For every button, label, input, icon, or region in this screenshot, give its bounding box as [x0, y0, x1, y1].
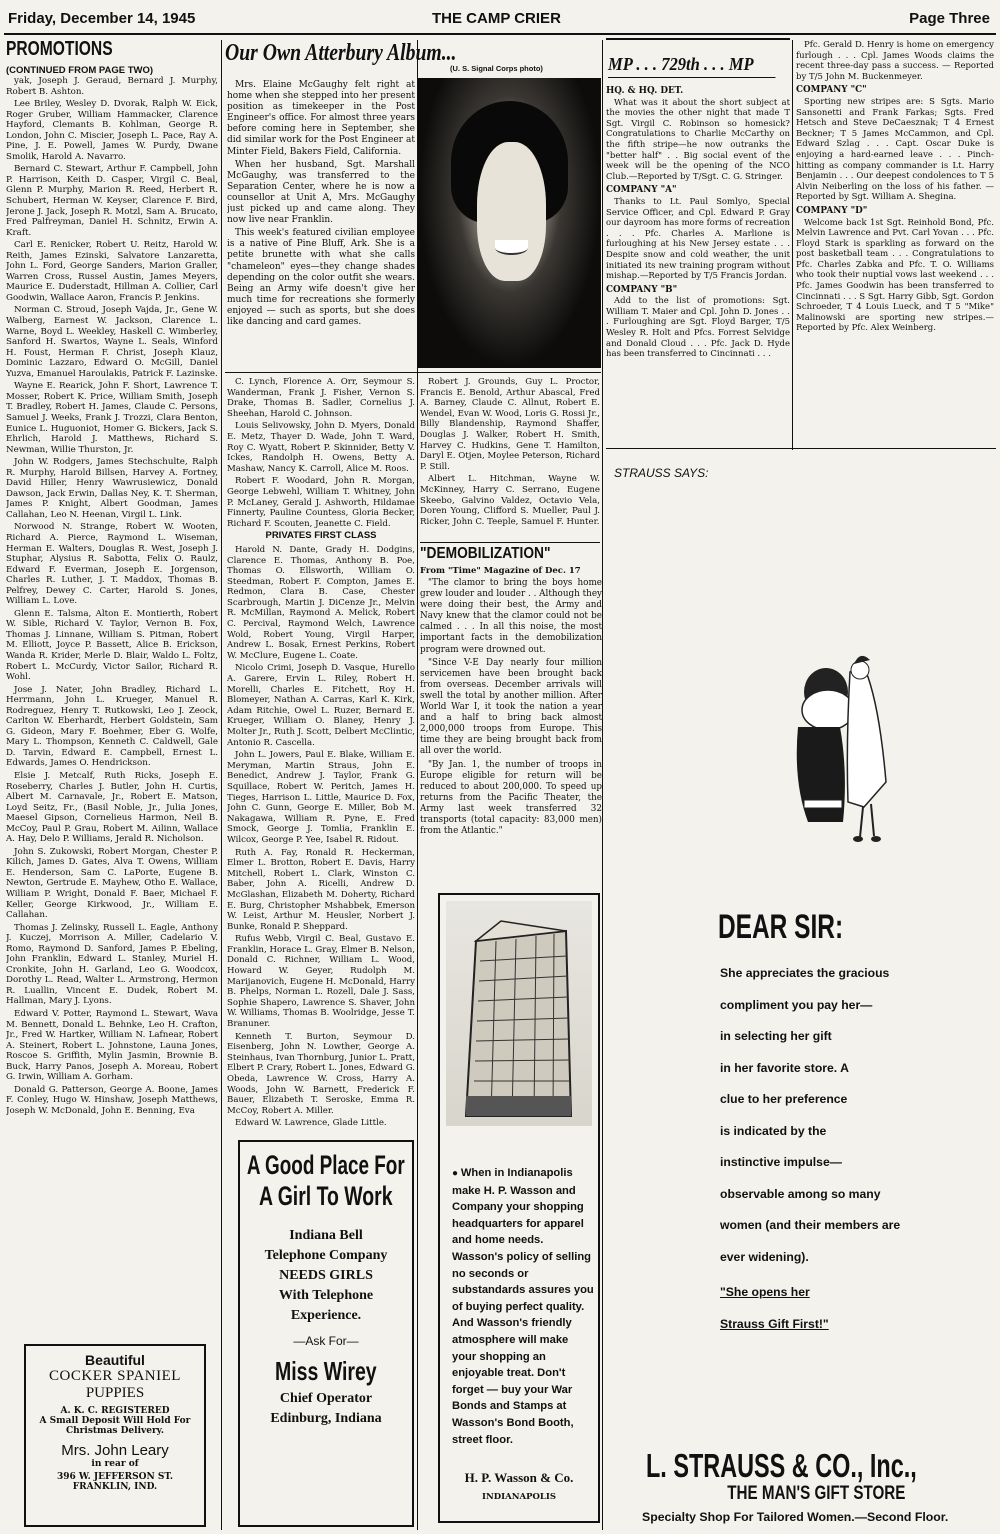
wasson-body [452, 1165, 594, 1465]
header-rule [4, 33, 996, 35]
names-paragraph: Albert L. Hitchman, Wayne W. McKinney, Harry C. Serrano, Eugene Skeebo, Galvino Valdez, Octavio Vela, Doren Young, Clifford S. Mueller, Paul J. Ricker, John C. Teeple, Samuel F. Hunter. [420, 474, 600, 527]
promotions-title: PROMOTIONS [6, 38, 113, 60]
ad-line: COCKER SPANIEL [49, 1368, 181, 1384]
section-text: Pfc. Gerald D. Henry is home on emergency furlough . . . Cpl. James Woods claims the recent three-day pass a success. — Reported by T/5 John M. Buckenmeyer. [796, 40, 994, 82]
strauss-line: Strauss Gift First!" [720, 1316, 829, 1331]
mp-title: MP . . . 729th . . . MP [608, 54, 775, 78]
promotion-paragraph: Elsie J. Metcalf, Ruth Ricks, Joseph E. Roseberry, Charles J. Butler, John H. Curtis, Albert M. Carnavale, Jr., Robert E. Matson, Loyd Seitz, Fr., (Basil Noble, Jr., Julia Jones, Maesel Gipson, Cornelieus Harmon, Neil B. McCoy, Paul P. Grau, Robert M. Ailinn, Wallace A. Hay, Delo P. Williams, Jerald R. Nicholson. [6, 771, 218, 845]
privates-continued [420, 377, 600, 547]
promotion-paragraph: Norman C. Stroud, Joseph Vajda, Jr., Gene W. Walberg, Earnest W. Jackson, Clarence L. Warne, Boyd L. Weekley, Haskell C. Wimberley, Sanford H. Swartos, Wayne L. Seals, Winford H. Foust, Herman F. Christ, Joseph Klauz, Dominic Lazzaro, Edward O. McGill, Daniel Yuzva, Emanuel Haroulakis, Patrick F. Lazinske. [6, 305, 218, 379]
strauss-line: women (and their members are [720, 1218, 901, 1232]
page-header [0, 4, 1000, 32]
album-paragraph: Mrs. Elaine McGaughy felt right at home when she stepped into her present position as timekeeper in the Post Engineer's office. For almost three years before coming here in September, she did similar work for the Post Engineer at Minter Field, Bakers Field, California. [227, 80, 415, 157]
promotion-paragraph: Bernard C. Stewart, Arthur F. Campbell, John P. Harrison, Keith D. Casper, Virgil C. Beal, Glenn P. Murphy, Marion R. Reed, Herbert R. Schubert, Herman W. Keyser, Clarence F. Bird, Jerone J. Jack, Joseph R. Motzl, Sam A. Brucato, Fred Palfreyman, Daniel H. Schnitz, Erwin A. Kraft. [6, 164, 218, 238]
pfc-paragraph: Kenneth T. Burton, Seymour D. Eisenberg, John N. Lowther, George A. Steinhaus, Ivan Thornburg, Junior L. Pratt, Elbert P. Crary, Robert L. Jones, Edward G. Obeda, Lawrence W. Cross, Harry A. Woods, John W. Barnett, Frederick F. Bauer, Elizabeth T. Seroske, Emma R. McCoy, Robert A. Miller. [227, 1031, 415, 1116]
newspaper-name: THE CAMP CRIER [432, 10, 561, 27]
promotion-paragraph: Donald G. Patterson, George A. Boone, James F. Conley, Hugo W. Hinshaw, Joseph Matthews, Joseph W. McDonald, John E. Benning, Eva [6, 1084, 218, 1116]
page-number: Page Three [909, 10, 990, 27]
bell-ask: —Ask For— [293, 1334, 359, 1348]
section-heading: COMPANY "D" [796, 205, 868, 216]
ad-city: FRANKLIN, IND. [72, 1482, 158, 1492]
indiana-bell-ad [238, 1140, 414, 1527]
section-text: Thanks to Lt. Paul Somlyo, Special Service Officer, and Cpl. Edward P. Gray our dayroom has more forms of recreation . . . Pfc. Charles A. Marlione is furloughing at his New Jersey estate . . . Despite snow and cold weather, the unit initiated its new training program without mishap.—Reported by T/5 Francis Jordan. [606, 196, 790, 282]
ad-name: Mrs. John Leary [61, 1442, 169, 1459]
bell-company: Telephone Company [264, 1248, 388, 1263]
demob-paragraph: "The clamor to bring the boys home grew louder and louder . . Although they were doing their best, the Army and Navy knew that the clamor could not be calmed . . . In all this noise, the most important facts in the demobilization program were drowned out. [420, 578, 602, 655]
ad-line: in rear of [91, 1459, 139, 1469]
demob-body [420, 578, 602, 837]
names-paragraph: Robert J. Grounds, Guy L. Proctor, Francis E. Benold, Arthur Abascal, Fred A. Barney, Claude C. Allnut, Robert E. Wendel, Evan W. Wood, Loris G. Rossi Jr., Billy Blandenship, Raymond Shaffer, Douglas J. Walker, Robert H. Smith, Harvey C. Hudkins, Gene T. Hamilton, Daryl E. Otjen, Moylee Peterson, Richard P. Still. [420, 377, 600, 472]
promotion-paragraph: Wayne E. Rearick, John F. Short, Lawrence T. Mosser, Robert K. Price, William Smith, Joseph T. Bradley, Robert H. James, Claude C. Persons, Samuel J. Weeks, Frank J. Trozzi, Clara Benton, Eunice L. Huguoniot, Homer G. Bickers, Jack S. Ehrlich, Harold J. Matthews, Richard S. Newman, Willie Thurston, Jr. [6, 381, 218, 455]
names-paragraph: C. Lynch, Florence A. Orr, Seymour S. Wanderman, Frank J. Fisher, Vernon S. Drake, Thomas B. Sadler, Cornelius J. Sheehan, Harold C. Johnson. [227, 377, 415, 419]
bell-headline: A Good Place For [247, 1150, 405, 1180]
company-news-column [796, 40, 994, 445]
strauss-line: She appreciates the gracious [720, 966, 890, 980]
strauss-line: clue to her preference [720, 1092, 848, 1106]
photo-smile [495, 240, 528, 255]
promotion-paragraph: yak, Joseph J. Geraud, Bernard J. Murphy, Robert B. Ashton. [6, 76, 218, 97]
store-building-image [446, 901, 592, 1126]
continued-note: (CONTINUED FROM PAGE TWO) [6, 65, 154, 76]
strauss-line: is indicated by the [720, 1123, 827, 1138]
demobilization-article [420, 545, 602, 890]
bell-place: Edinburg, Indiana [270, 1411, 382, 1426]
dear-sir-box [718, 908, 968, 954]
album-title: Our Own Atterbury Album... [225, 40, 457, 66]
pfc-heading: PRIVATES FIRST CLASS [265, 530, 377, 542]
strauss-line: compliment you pay her— [720, 997, 873, 1012]
column-divider [792, 40, 793, 450]
mp-body [606, 86, 790, 360]
promotion-paragraph: Edward V. Potter, Raymond L. Stewart, Wava M. Bennett, Donald L. Behnke, Leo H. Crafton, Jr., Fred W. Hartker, William N. Lafnear, Robert A. Steinert, Robert L. Johnstone, Launa Jones, Roscoe S. Griffith, Mylin Jasmin, Brownie B. Buck, Harry Panos, Joseph A. Moreau, Robert G. Irwin, William A. Gorham. [6, 1009, 218, 1083]
ad-line: Beautiful [85, 1352, 145, 1368]
strauss-specialty: Specialty Shop For Tailored Women.—Second Floor. [642, 1510, 949, 1524]
ad-line: PUPPIES [85, 1385, 145, 1401]
promotion-paragraph: Lee Briley, Wesley D. Dvorak, Ralph W. Eick, Roger Gruber, William Hammacker, Clarence Hayford, Clemants B. Kohlman, George R. London, John C. Miscier, Joseph L. Pace, Ray A. Pine, J. E. Powell, James W. Purdy, Dwane Smolik, Harold A. Navarro. [6, 99, 218, 162]
promotion-paragraph: Thomas J. Zelinsky, Russell L. Eagle, Anthony J. Kuczej, Morrison A. Miller, Cadelario V. Romo, Raymond D. Sanford, James P. Ebeling, John Franklin, Edward L. Stanley, Muriel H. Cronkite, John H. Garland, Leo G. Woodcox, Dorothy L. Read, Walter L. Armstrong, Hermon R. Luallin, Vincent E. Dudek, Robert M. Hallman, Mary J. Lyons. [6, 922, 218, 1007]
portrait-photo [418, 78, 601, 368]
strauss-says: STRAUSS SAYS: [614, 466, 709, 480]
pfc-paragraph: Edward W. Lawrence, Glade Little. [235, 1118, 387, 1129]
bell-company: Indiana Bell [289, 1228, 363, 1243]
strauss-tagline: THE MAN'S GIFT STORE [726, 1483, 906, 1504]
section-text: Welcome back 1st Sgt. Reinhold Bond, Pfc. Melvin Lawrence and Pvt. Carl Yovan . . . Pfc. Floyd Stark is sparkling as forward on the post basketball team . . . Congratulations to Pfc. Charles Zabka and Pfc. T. O. Williams who took their nuptial vows last weekend . . . Pfc. James Goodwin has been transferred to Cincinnati . . . S Sgt. Harry Gibb, Sgt. Gordon Schroeder, T 4 Louis Lueck, and T 5 "Mike" Malinowski are sporting new stripes.—Reported by Pfc. Alex Weinberg. [796, 217, 994, 334]
pfc-paragraph: John L. Jowers, Paul E. Blake, William E. Meryman, Martin Straus, John E. Benedict, Andrew J. Taylor, Frank G. Squillace, Robert W. Peritch, James H. Tieges, Harrison L. Little, Maurice D. Fox, John C. Gunn, George E. Miller, Bob M. Nakagawa, William R. Pyne, E. Fred Smock, George J. Tomlia, Franklin E. Wilcox, George P. Yee, Isabel R. Ridout. [227, 750, 415, 845]
section-heading: COMPANY "C" [796, 85, 867, 96]
album-rule [225, 372, 601, 373]
demob-title: "DEMOBILIZATION" [420, 545, 551, 562]
pfc-paragraph: Rufus Webb, Virgil C. Beal, Gustavo E. Franklin, Horace L. Gray, Elmer B. Nelson, Donald C. Richner, William L. Wood, Howard W. Geyer, Rudolph M. Marijanovich, Eugene H. McDonald, Harry B. Phelps, Norman L. Rozell, Dale J. Sass, Sophie Shapero, Lawrence S. Shaver, John W. Williams, Thomas B. Woolridge, Jesse T. Branuner. [227, 934, 415, 1030]
demob-paragraph: "By Jan. 1, the number of troops in Europe eligible for return will be reduced to about 200,000. To speed up returns from the Pacific Theater, the Army last week transferred 32 transports (total capacity: 83,000 men) from the Atlantic." [420, 759, 602, 837]
mp-column [606, 38, 790, 443]
strauss-company: L. STRAUSS & CO., Inc., [646, 1447, 917, 1484]
strauss-tagline-box [646, 1483, 986, 1507]
bell-contact-role: Chief Operator [279, 1391, 373, 1406]
promotion-paragraph: Norwood N. Strange, Robert W. Wooten, Richard A. Pierce, Raymond L. Wiseman, Herman E. Walters, Douglas R. West, Joseph J. Stuphar, Alysius R. Sabotta, Felix O. Raulz, Edward F. Everman, Joseph E. Jorgenson, Charles R. Luther, J. T. Maddox, Thomas B. Pelfrey, Dewey C. Carter, Harold S. Jones, William L. Love. [6, 522, 218, 607]
bell-line: With Telephone [278, 1288, 374, 1303]
promotion-paragraph: Glenn E. Talsma, Alton E. Montierth, Robert W. Sible, Richard V. Taylor, Vernon B. Fox, Thomas J. Linnane, William S. Pitman, Robert M. Elliott, Joyce P. Bassett, Alice B. Erickson, Wanda R. Krider, Merle D. Blair, Waldo L. Foltz, Robert L. McCurdy, Victor Sailor, Richard R. Wohl. [6, 608, 218, 683]
bell-line: Experience. [290, 1308, 362, 1323]
strauss-line: ever widening). [720, 1249, 809, 1264]
wasson-city: INDIANAPOLIS [482, 1492, 556, 1502]
section-rule [420, 542, 600, 543]
promotion-paragraph: John W. Rodgers, James Stechschulte, Ralph R. Murphy, Harold Billsen, Harvey A. Fortney, David Hiller, Henry Wawrusiewicz, Donald Dawson, Jack Erwin, Dallas Ney, K. T. Sherman, James P. Knight, Albert Goodman, James Callahan, Leo N. Heenan, Virgil L. Link. [6, 457, 218, 520]
section-text: Sporting new stripes are: S Sgts. Mario Sansonetti and Frank Farkas; Sgts. Fred Hetsch and Steve DeCaesznak; T 4 Ernest Beckner; T 5 James McCammon, and Cpl. Edward Szlag . . . Capt. Oscar Duke is enjoying a hard-earned leave . . . Pinch-hitting as company commander is Lt. Harry Benjamin . . . Our deepest condolences to T 5 Alvin Neiberling on the loss of his father. —Reported by Sgt. William A. Shegina. [796, 96, 994, 203]
promotions-body [6, 76, 218, 1117]
section-heading: COMPANY "A" [606, 185, 677, 196]
promotion-paragraph: Carl E. Renicker, Robert U. Reitz, Harold W. Reith, James Ezinski, Salvatore Lanzaretta, John L. Ford, George Sanders, Marion Graller, Warren Cross, Russel Austin, James Meyers, Maurice E. Duderstadt, Hillman A. Collier, Carl Goodwin, Wallace Aaron, Francis P. Jenkins. [6, 240, 218, 303]
building-icon [446, 901, 592, 1126]
pfc-paragraph: Ruth A. Fay, Ronald R. Heckerman, Elmer L. Brotton, Robert E. Davis, Harry Mitchell, Robert L. Clark, Winston C. Baber, John A. Ricelli, Andrew D. McGlashan, Elizabeth M. Doherty, Richard E. Burg, Christopher Mshabbek, Emerson W. Leist, Arthur M. Heusler, Norbert J. Bunke, Ronald P. Sheppard. [227, 847, 415, 932]
dear-sir-heading: DEAR SIR: [718, 908, 844, 946]
bullet-icon: ● [452, 1168, 461, 1179]
album-paragraph: When her husband, Sgt. Marshall McGaughy, was transferred to the Separation Center, where he is now a counsellor at Unit A, Mrs. McGaughy just picked up and came along. They now live near Franklin. [227, 159, 415, 226]
issue-date: Friday, December 14, 1945 [8, 10, 196, 27]
names-paragraph: Robert F. Woodard, John R. Morgan, George Lebwehl, William T. Whitney, John P. McLaney, Gerald J. Ashworth, Hildamae Finnerty, Pauline Countess, Gloria Becker, Richard F. Scouten, Jeanette C. Field. [227, 476, 415, 529]
section-text: What was it about the short subject at the movies the other night that made T Sgt. Virgil C. Robinson so homesick? Congratulations to Charlie McCarthy on the fifth stripe—he now outranks the "better half" . . Big social event of the week will be the opening of the NCO Club.—Reported by T/Sgt. C. G. Stringer. [606, 97, 790, 182]
ad-address: 396 W. JEFFERSON ST. [57, 1472, 173, 1482]
strauss-line: "She opens her [720, 1285, 810, 1299]
album-paragraph: This week's featured civilian employee is a native of Pine Bluff, Ark. She is a petite brunette with what she calls "chameleon" eyes—they change shades depending on the color outfit she wears. Being an Army wife doesn't give her much time for recreations she formerly enjoyed — such as sports, but she does like dancing and card games. [227, 228, 415, 327]
demob-paragraph: "Since V-E Day nearly four million servicemen have been brought back from overseas. December arrivals will swell the total by another million. After World War I, it took the nation a year and a half to bring back almost 2,000,000 troops from Europe. This time they are being brought back from all over the world. [420, 657, 602, 757]
ad-line: A. K. C. REGISTERED [60, 1406, 170, 1416]
names-paragraph: Louis Selivowsky, John D. Myers, Donald E. Metz, Thayer D. Wade, John T. Ward, Roy C. Wyatt, Robert P. Skinnider, Betty V. Ickes, Randolph H. Owens, Betty A. Mashaw, Nancy K. Carroll, Alice M. Roos. [227, 421, 415, 474]
strauss-line: in selecting her gift [720, 1029, 832, 1043]
section-rule [606, 448, 996, 449]
photo-face [477, 142, 547, 281]
column-divider [602, 40, 603, 1530]
section-text: Add to the list of promotions: Sgt. William T. Maier and Cpl. John D. Jones . . . Furloughing are Sgt. Floyd Barger, T/5 Wesley R. Holt and Pfcs. Forrest Selvidge and Donald Cloud . . . Pfc. Jack D. Hyde has been transferred to Cincinnati . . . [606, 296, 790, 360]
column-divider [221, 40, 222, 1530]
bell-contact-name: Miss Wirey [275, 1356, 377, 1386]
pfc-paragraph: Nicolo Crimi, Joseph D. Vasque, Hurello A. Garere, Ervin L. Riley, Robert H. Morelli, Charles E. Fitchett, Roy H. Blomeyer, Nathan A. Carras, Karl K. Kirk, Adam Ritchie, Owel L. Ruzer, Bernard E. Krueger, William O. Blaney, Henry J. Molter Jr., Ruth J. Scott, Delbert McClintic, Antonio R. Cascella. [227, 663, 415, 748]
bell-line: NEEDS GIRLS [279, 1268, 373, 1283]
strauss-line: instinctive impulse— [720, 1155, 842, 1169]
santa-illustration [768, 632, 908, 847]
photo-credit: (U. S. Signal Corps photo) [450, 64, 543, 73]
album-body [227, 80, 415, 376]
ad-line: A Small Deposit Will Hold For [39, 1416, 191, 1426]
wasson-ad [438, 893, 600, 1523]
wasson-text: When in Indianapolis make H. P. Wasson and Company your shopping headquarters for apparel and home needs. Wasson's policy of selling no seconds or substandards assures you of buying perfect quality. And Wasson's friendly atmosphere will make your shopping an enjoyable treat. Don't forget — buy your War Bonds and Stamps at Wasson's Bond Booth, street floor. [452, 1167, 594, 1446]
santa-icon [768, 632, 908, 847]
promotions-column [6, 38, 218, 1338]
promotion-paragraph: Jose J. Nater, John Bradley, Richard L. Herrmann, John L. Krueger, Manuel R. Rodreguez, Henry T. Rutkowski, Leo J. Zeock, Carlton W. Eberhardt, Herbert Goldstein, Sam G. Gideon, Mary F. Boehmer, Eber G. Wolfe, Mary L. Thompson, Kenneth C. Caldwell, Gale D. Tarvin, Edward E. Campbell, Ernest L. Edwards, James O. Hendrickson. [6, 684, 218, 769]
strauss-message [720, 958, 990, 1368]
section-heading: HQ. & HQ. DET. [606, 86, 684, 96]
cocker-spaniel-ad [24, 1344, 206, 1527]
section-heading: COMPANY "B" [606, 284, 678, 295]
demob-source: From "Time" Magazine of Dec. 17 [420, 566, 581, 576]
strauss-line: in her favorite store. A [720, 1060, 849, 1075]
bell-headline: A Girl To Work [259, 1181, 393, 1211]
ad-line: Christmas Delivery. [65, 1426, 165, 1436]
pfc-paragraph: Harold N. Dante, Grady H. Dodgins, Clarence E. Thomas, Anthony B. Poe, Thomas O. Ellsworth, William O. Steedman, Robert F. Compton, James E. Redmon, Clara B. Case, Chester Scarbrough, Martin J. DiCenze Jr., Melvin R. McMillan, Raymond A. Melick, Robert C. Percival, Raymond Welch, Lawrence Wold, Robert Young, Virgil Harper, Andrew L. Bosak, Ernest Perkins, Robert W. McClure, Eugene L. Coate. [227, 544, 415, 661]
wasson-name: H. P. Wasson & Co. [464, 1470, 574, 1485]
promotion-paragraph: John S. Zukowski, Robert Morgan, Chester P. Kilich, James D. Gates, Alva T. Owens, William E. Henderson, Sam C. LaPorte, Eugene B. Newton, Gertrude E. Mayhew, Otho E. Wallace, William P. Wright, Donald F. Baer, Michael F. Keller, George Kirkwood, Jr., William E. Callahan. [6, 846, 218, 921]
strauss-line: observable among so many [720, 1186, 881, 1201]
